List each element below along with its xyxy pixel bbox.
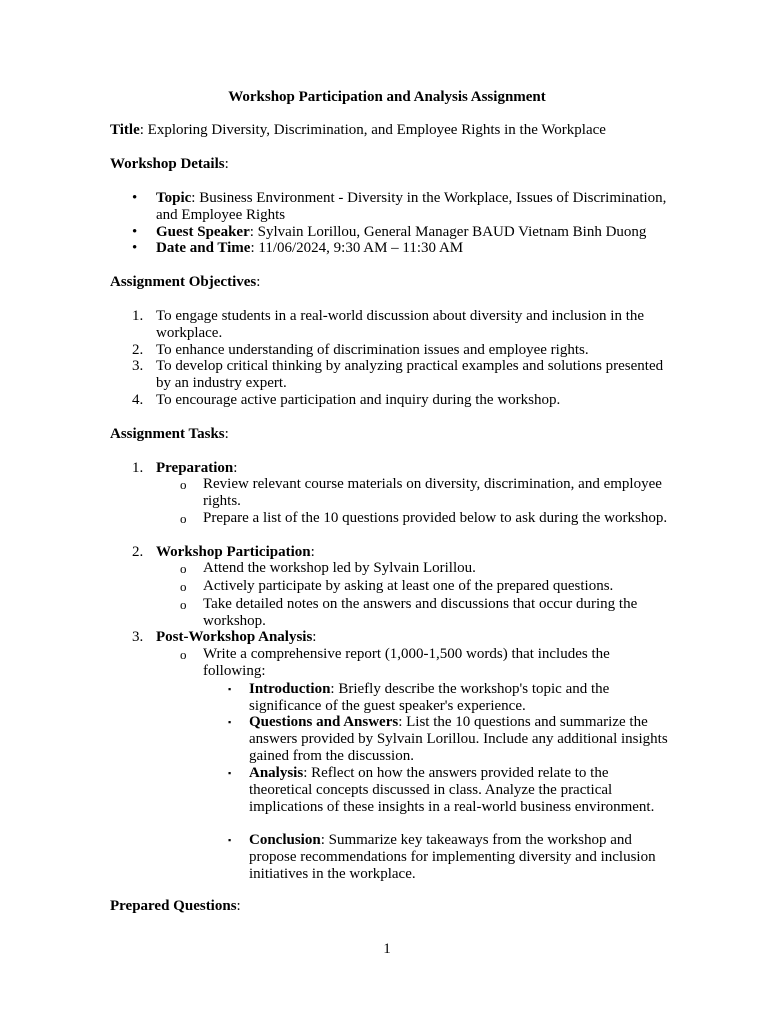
list-number: 3.	[132, 629, 144, 645]
sub-bullet-marker: o	[180, 477, 187, 492]
task-subitem: Review relevant course materials on diversity, discrimination, and employee rights.	[203, 476, 662, 509]
task-post-workshop-analysis: Post-Workshop Analysis:	[156, 629, 317, 645]
task-subitem: Prepare a list of the 10 questions provided below to ask during the workshop.	[203, 510, 668, 526]
prepared-questions-heading: Prepared Questions:	[110, 898, 241, 914]
sub-bullet-marker: o	[180, 647, 187, 662]
tasks-heading: Assignment Tasks:	[110, 426, 229, 442]
sub-bullet-marker: o	[180, 561, 187, 576]
task-subitem: Attend the workshop led by Sylvain Lorillou.	[203, 560, 476, 576]
objectives-heading: Assignment Objectives:	[110, 274, 261, 290]
detail-guest-speaker: Guest Speaker: Sylvain Lorillou, General Manager BAUD Vietnam Binh Duong	[156, 224, 647, 240]
report-section-introduction: Introduction: Briefly describe the workshop's topic and the significance of the guest speaker's experience.	[249, 681, 610, 714]
objective-item: To develop critical thinking by analyzing practical examples and solutions presented by an industry expert.	[156, 358, 664, 391]
bullet-marker: •	[132, 190, 138, 206]
title-line	[110, 122, 670, 139]
square-bullet-marker: ▪	[228, 717, 232, 727]
square-bullet-marker: ▪	[228, 684, 232, 694]
bullet-marker: •	[132, 240, 138, 256]
task-preparation: Preparation:	[156, 460, 238, 476]
task-subitem: Take detailed notes on the answers and discussions that occur during the workshop.	[203, 596, 638, 629]
detail-date-time: Date and Time: 11/06/2024, 9:30 AM – 11:30 AM	[156, 240, 464, 256]
sub-bullet-marker: o	[180, 579, 187, 594]
square-bullet-marker: ▪	[228, 768, 232, 778]
report-section-conclusion: Conclusion: Summarize key takeaways from the workshop and propose recommendations for implementing diversity and inclusion initiatives in the workplace.	[249, 832, 656, 882]
task-subitem: Actively participate by asking at least one of the prepared questions.	[203, 578, 614, 594]
bullet-marker: •	[132, 224, 138, 240]
objective-item: To enhance understanding of discrimination issues and employee rights.	[156, 342, 589, 358]
square-bullet-marker: ▪	[228, 835, 232, 845]
list-number: 1.	[132, 308, 144, 324]
list-number: 2.	[132, 342, 144, 358]
task-workshop-participation: Workshop Participation:	[156, 544, 315, 560]
report-section-questions-answers: Questions and Answers: List the 10 questions and summarize the answers provided by Sylvain Lorillou. Include any additional insights gained from the discussion.	[249, 714, 668, 764]
list-number: 2.	[132, 544, 144, 560]
details-heading: Workshop Details:	[110, 156, 229, 172]
objective-item: To encourage active participation and inquiry during the workshop.	[156, 392, 561, 408]
objective-item: To engage students in a real-world discussion about diversity and inclusion in the workplace.	[156, 308, 645, 341]
document-title: Workshop Participation and Analysis Assignment	[228, 89, 546, 105]
sub-bullet-marker: o	[180, 511, 187, 526]
sub-bullet-marker: o	[180, 597, 187, 612]
title-value: : Exploring Diversity, Discrimination, and Employee Rights in the Workplace	[139, 122, 606, 138]
report-section-analysis: Analysis: Reflect on how the answers provided relate to the theoretical concepts discussed in class. Analyze the practical implications of these insights in a real-world business environment.	[249, 765, 655, 815]
detail-topic: Topic: Business Environment - Diversity in the Workplace, Issues of Discrimination, and Employee Rights	[156, 190, 667, 223]
task-subitem: Write a comprehensive report (1,000-1,500 words) that includes the following:	[203, 646, 610, 679]
list-number: 3.	[132, 358, 144, 374]
list-number: 1.	[132, 460, 144, 476]
list-number: 4.	[132, 392, 144, 408]
title-label: Title	[110, 122, 140, 138]
page-number: 1	[383, 941, 391, 957]
